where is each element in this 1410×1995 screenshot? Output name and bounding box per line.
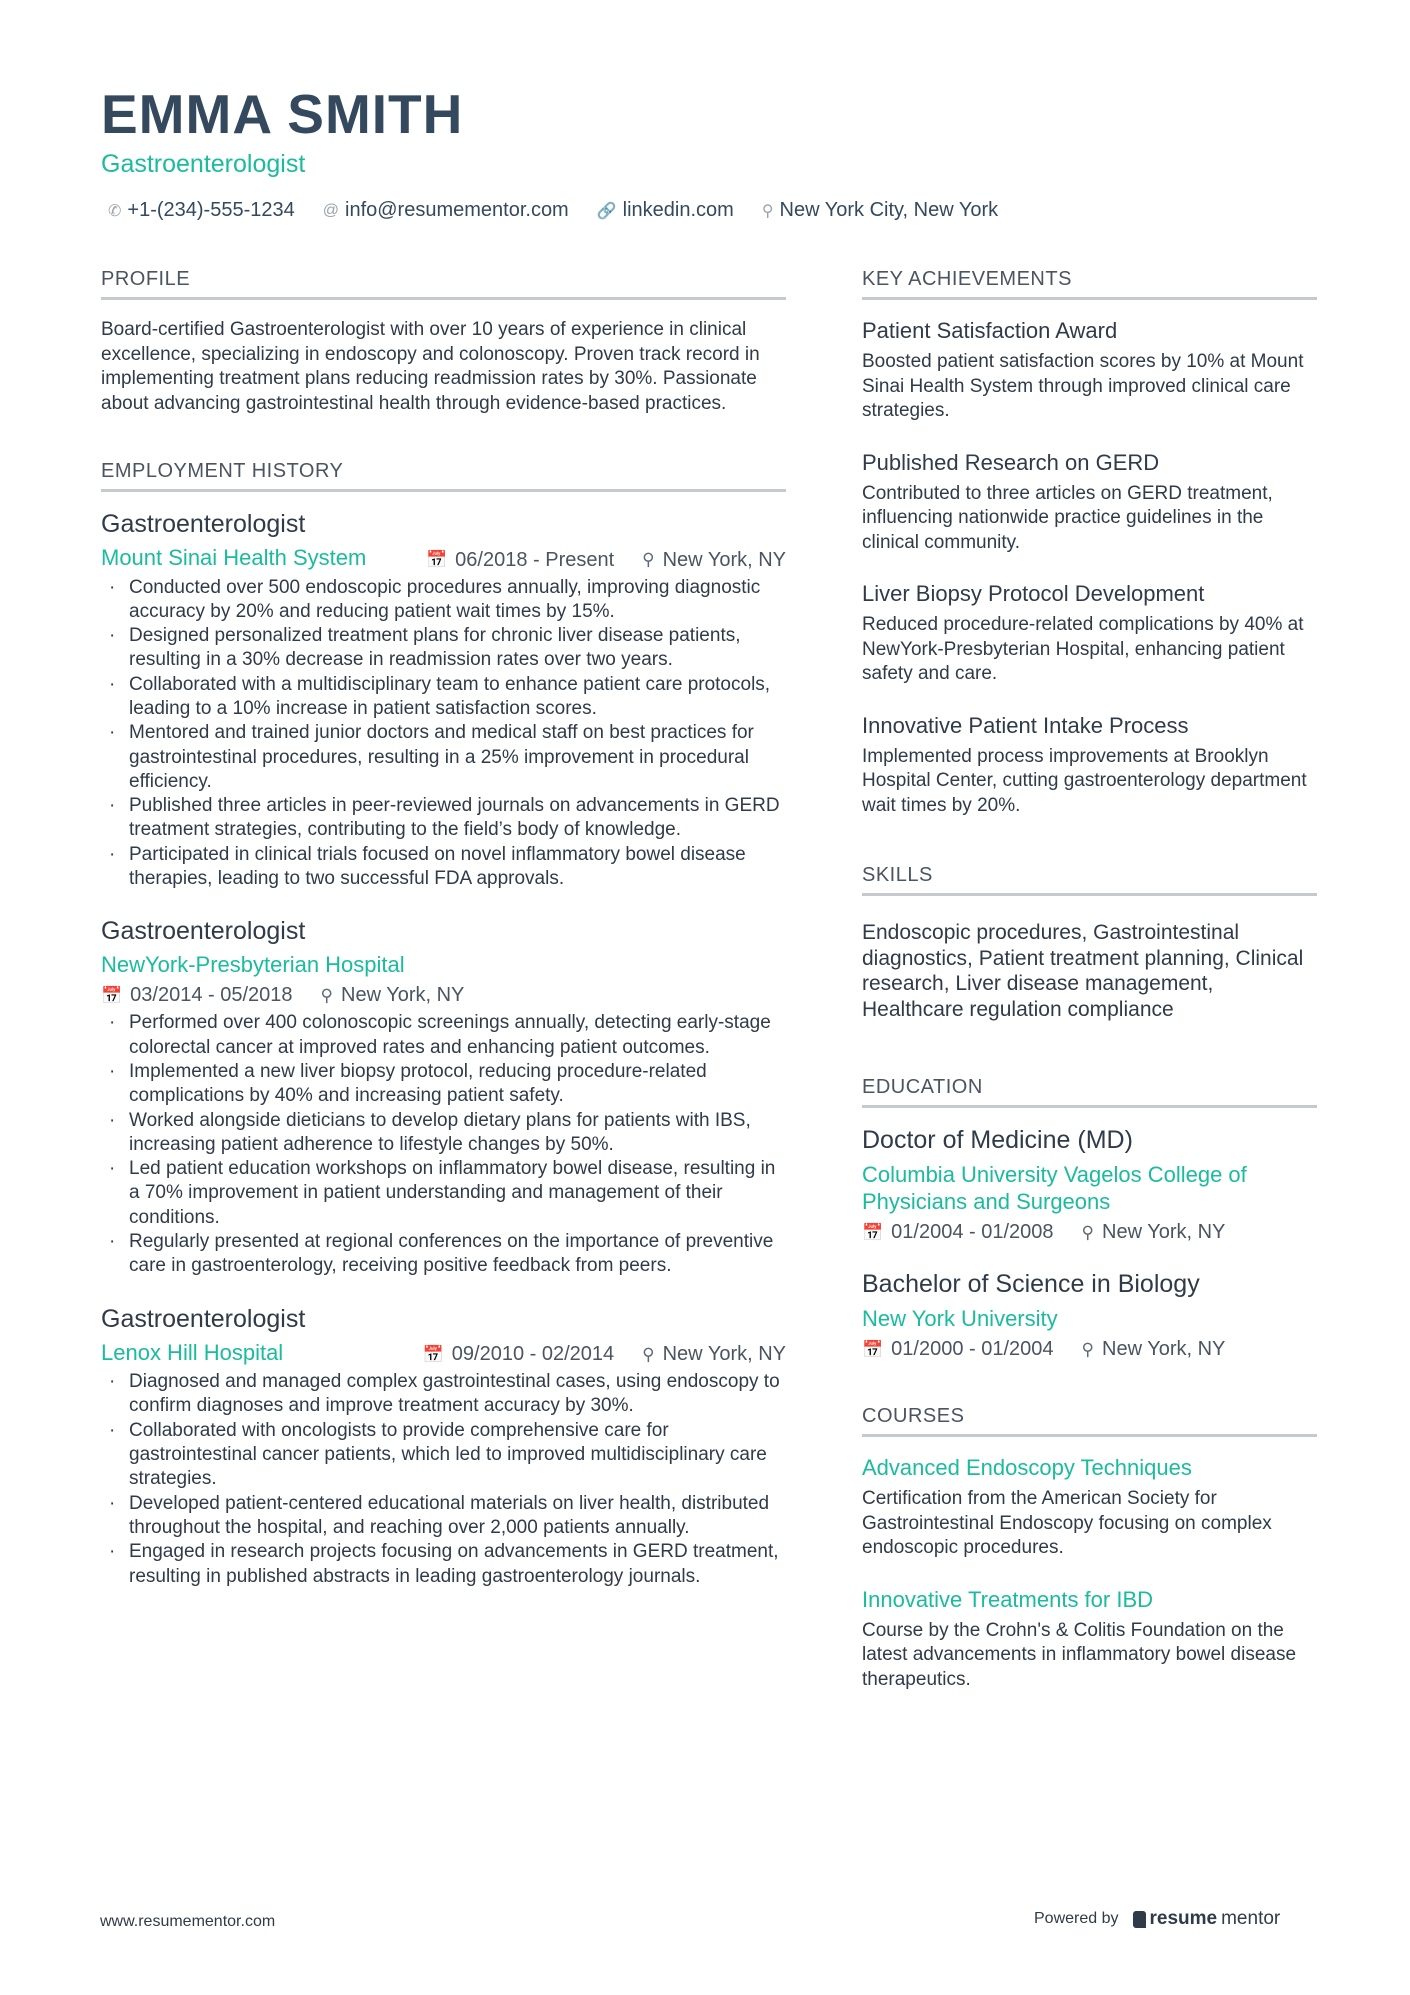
calendar-icon: 📅 [101,985,123,1005]
achievement-title: Patient Satisfaction Award [862,318,1118,343]
list-item: · Designed personalized treatment plans for chronic liver disease patients, resulting in a 30% decrease in readmission rates over two years. [101,624,786,673]
contact-phone[interactable]: ✆ +1-(234)-555-1234 [108,199,295,221]
at-icon: @ [322,201,339,219]
education-dates: 📅 01/2000 - 01/2004 [862,1338,1054,1360]
list-item: · Regularly presented at regional conferences on the importance of preventive care in gastroenterology, receiving positive feedback from peers. [101,1230,786,1279]
achievement-title: Innovative Patient Intake Process [862,712,1189,738]
skills-text: Endoscopic procedures, Gastrointestinal diagnostics, Patient treatment planning, Clinical research, Liver disease management, Healthcare regulation compliance [862,921,1304,1021]
phone-icon: ✆ [108,202,122,220]
achievement-item [862,581,1317,687]
job-bullets [101,1370,786,1589]
job-entry [101,1305,786,1589]
brand-mark-icon [1133,1911,1146,1928]
education-school: Columbia University Vagelos College of Physicians and Surgeons [862,1162,1247,1214]
contact-email[interactable]: @ info@resumementor.com [322,199,569,221]
job-title: Gastroenterologist [101,917,306,946]
right-column [862,268,1317,1692]
job-entry [101,917,786,1278]
calendar-icon: 📅 [862,1222,884,1242]
list-item: · Led patient education workshops on inflammatory bowel disease, resulting in a 70% improvement in patient understanding and management of their conditions. [101,1157,786,1230]
achievement-item [862,713,1317,819]
list-item: · Engaged in research projects focusing on advancements in GERD treatment, resulting in published abstracts in leading gastroenterology journals. [101,1540,786,1589]
job-dates: 📅 06/2018 - Present [425,548,615,571]
job-bullets [101,1011,786,1278]
brand-logo[interactable]: resume mentor [1133,1908,1281,1930]
footer-branding [1034,1908,1280,1930]
education-location: ⚲ New York, NY [1081,1221,1226,1243]
calendar-icon: 📅 [422,1344,444,1364]
course-desc: Certification from the American Society for Gastrointestinal Endoscopy focusing on complex endoscopic procedures. [862,1488,1272,1558]
employment-heading: EMPLOYMENT HISTORY [101,460,786,492]
list-item: · Worked alongside dieticians to develop dietary plans for patients with IBS, increasing patient adherence to lifestyle changes by 50%. [101,1109,786,1158]
contact-bar [108,199,998,222]
left-column [101,268,786,1589]
education-heading: EDUCATION [862,1076,1317,1108]
education-school: New York University [862,1306,1058,1331]
job-dates: 📅 09/2010 - 02/2014 [422,1343,615,1366]
course-item [862,1587,1317,1693]
course-title: Advanced Endoscopy Techniques [862,1455,1192,1480]
job-dates: 📅 03/2014 - 05/2018 [101,984,293,1007]
list-item: · Participated in clinical trials focused on novel inflammatory bowel disease therapies, leading to two successful FDA approvals. [101,843,786,892]
achievement-desc: Implemented process improvements at Brooklyn Hospital Center, cutting gastroenterology department wait times by 20%. [862,745,1307,816]
job-title: Gastroenterologist [101,1304,306,1333]
list-item: · Collaborated with oncologists to provide comprehensive care for gastrointestinal cancer patients, which led to improved multidisciplinary care strategies. [101,1419,786,1492]
education-dates: 📅 01/2004 - 01/2008 [862,1221,1054,1243]
location-pin-icon: ⚲ [1081,1222,1094,1242]
list-item: · Developed patient-centered educational materials on liver health, distributed throughout the hospital, and reaching over 2,000 patients annually. [101,1492,786,1541]
job-location: ⚲ New York, NY [320,984,465,1007]
job-location: ⚲ New York, NY [642,548,786,571]
course-item [862,1455,1317,1561]
education-item [862,1126,1317,1244]
list-item: · Collaborated with a multidisciplinary team to enhance patient care protocols, leading to a 10% increase in patient satisfaction scores. [101,673,786,722]
achievement-title: Liver Biopsy Protocol Development [862,581,1205,606]
location-pin-icon: ⚲ [320,985,333,1005]
education-degree: Bachelor of Science in Biology [862,1270,1200,1298]
achievements-heading: KEY ACHIEVEMENTS [862,268,1317,300]
job-organization: Mount Sinai Health System [101,545,367,570]
candidate-title: Gastroenterologist [101,150,306,178]
list-item: · Conducted over 500 endoscopic procedures annually, improving diagnostic accuracy by 20% and reducing patient wait times by 15%. [101,576,786,625]
job-bullets [101,576,786,892]
profile-text: Board-certified Gastroenterologist with over 10 years of experience in clinical excellence, specializing in endoscopy and colonoscopy. Proven track record in implementing treatment plans reducing readmission rates by 30%. Passionate about advancing gastrointestinal health through evidence-based practices. [101,319,760,414]
achievement-desc: Reduced procedure-related complications by 40% at NewYork-Presbyterian Hospital, enhancing patient safety and care. [862,614,1304,684]
list-item: · Implemented a new liver biopsy protocol, reducing procedure-related complications by 40% and increasing patient safety. [101,1060,786,1109]
achievement-desc: Contributed to three articles on GERD treatment, influencing nationwide practice guidelines in the clinical community. [862,482,1273,553]
location-pin-icon: ⚲ [642,1344,655,1364]
list-item: · Diagnosed and managed complex gastrointestinal cases, using endoscopy to confirm diagnoses and improve treatment accuracy by 30%. [101,1370,786,1419]
skills-heading: SKILLS [862,864,1317,896]
education-degree: Doctor of Medicine (MD) [862,1126,1133,1154]
footer-website[interactable]: www.resumementor.com [100,1913,276,1930]
course-title: Innovative Treatments for IBD [862,1586,1154,1612]
powered-by-label: Powered by [1034,1910,1119,1927]
list-item: · Mentored and trained junior doctors and medical staff on best practices for gastrointestinal procedures, resulting in a 25% improvement in procedural efficiency. [101,721,786,794]
calendar-icon: 📅 [425,550,448,569]
job-organization: NewYork-Presbyterian Hospital [101,952,405,978]
education-location: ⚲ New York, NY [1081,1338,1226,1360]
job-location: ⚲ New York, NY [642,1343,786,1366]
achievement-item [862,318,1317,424]
list-item: · Performed over 400 colonoscopic screenings annually, detecting early-stage colorectal cancer at improved rates and enhancing patient outcomes. [101,1011,786,1060]
education-item [862,1270,1317,1361]
achievement-desc: Boosted patient satisfaction scores by 10% at Mount Sinai Health System through improved clinical care strategies. [862,351,1304,421]
location-pin-icon: ⚲ [1081,1339,1094,1359]
location-pin-icon: ⚲ [761,202,774,220]
calendar-icon: 📅 [862,1339,884,1359]
link-icon: 🔗 [596,202,617,220]
job-entry [101,510,786,891]
achievement-title: Published Research on GERD [862,449,1160,475]
profile-heading: PROFILE [101,268,786,300]
list-item: · Published three articles in peer-reviewed journals on advancements in GERD treatment strategies, contributing to the field’s body of knowledge. [101,794,786,843]
courses-heading: COURSES [862,1405,1317,1437]
achievement-item [862,450,1317,556]
candidate-name: EMMA SMITH [101,83,464,145]
location-pin-icon: ⚲ [642,550,655,569]
contact-linkedin[interactable]: 🔗 linkedin.com [596,199,734,221]
contact-location: ⚲ New York City, New York [761,199,999,221]
course-desc: Course by the Crohn's & Colitis Foundation on the latest advancements in inflammatory bowel disease therapeutics. [862,1619,1297,1690]
job-organization: Lenox Hill Hospital [101,1339,284,1365]
job-title: Gastroenterologist [101,510,306,538]
